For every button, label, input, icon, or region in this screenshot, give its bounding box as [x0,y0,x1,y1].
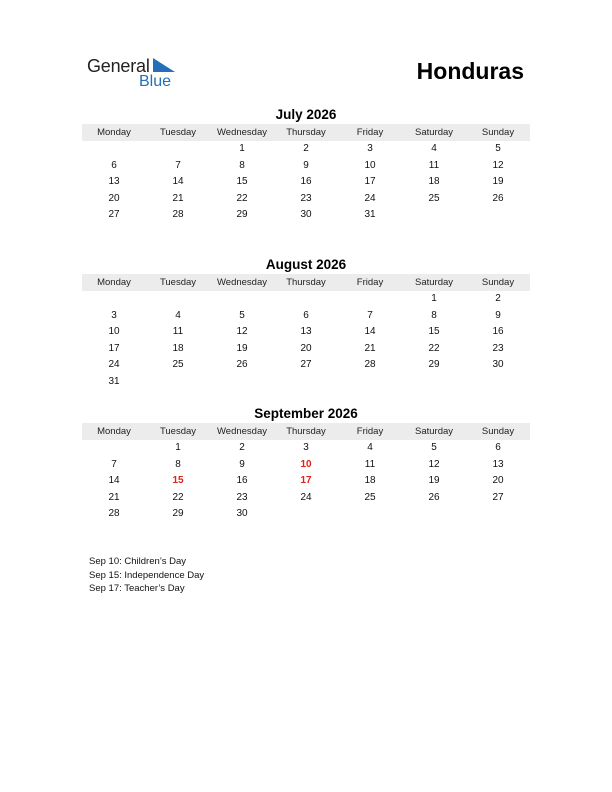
day-cell: 25 [364,491,376,503]
week-row [82,357,530,374]
empty-day-cell [402,207,466,224]
day-cell: 27 [300,359,312,371]
weekday-header: Wednesday [217,127,267,138]
day-cell: 30 [300,209,312,221]
weekday-header: Wednesday [217,277,267,288]
week-row [82,207,530,224]
week-row [82,440,530,457]
weekday-header: Saturday [414,277,454,288]
day-cell: 25 [428,192,440,204]
day-cell: 14 [364,326,376,338]
weekday-header: Tuesday [159,127,197,138]
day-cell: 12 [236,326,248,338]
day-cell: 23 [492,342,504,354]
week-row [82,324,530,341]
day-cell: 29 [428,359,440,371]
month-august [82,256,530,391]
day-cell: 22 [172,491,184,503]
holiday-item: Sep 17: Teacher’s Day [89,583,185,594]
day-cell: 10 [364,159,376,171]
weekday-header: Saturday [414,426,454,437]
day-cell: 3 [367,143,373,154]
weekday-header-row [82,423,530,440]
weekday-header: Saturday [414,127,454,138]
empty-day-cell [146,141,210,158]
day-cell: 18 [428,176,440,188]
day-cell: 5 [431,442,437,453]
day-cell: 27 [492,491,504,503]
weekday-header: Wednesday [217,426,267,437]
weekday-header: Sunday [481,127,515,138]
country-title: Honduras [416,58,524,84]
day-cell: 19 [492,176,504,188]
day-cell: 20 [108,192,120,204]
day-cell: 4 [175,309,181,321]
day-cell: 24 [300,491,312,503]
empty-day-cell [82,291,146,308]
day-cell: 17 [108,342,120,354]
empty-day-cell [338,506,402,523]
day-cell: 22 [236,192,248,204]
month-title: September 2026 [254,406,358,421]
day-cell: 11 [172,326,184,338]
day-cell: 1 [175,442,181,453]
day-cell: 8 [431,309,437,321]
day-cell: 28 [364,359,376,371]
day-cell: 2 [495,293,501,304]
day-cell: 23 [236,491,248,503]
weekday-header: Friday [356,127,384,138]
day-cell: 1 [239,143,245,154]
day-cell: 14 [172,176,184,188]
weekday-header: Sunday [481,277,515,288]
day-cell: 18 [364,475,376,487]
weekday-header: Thursday [286,277,326,288]
empty-day-cell [466,506,530,523]
week-row [82,341,530,358]
day-cell: 27 [108,209,120,221]
day-cell: 12 [492,159,504,171]
weekday-header: Friday [356,277,384,288]
day-cell: 15 [428,326,440,338]
week-row [82,191,530,208]
day-cell: 13 [108,176,120,188]
day-cell: 26 [492,192,504,204]
day-cell: 10 [108,326,120,338]
day-cell: 28 [172,209,184,221]
empty-day-cell [402,374,466,391]
day-cell: 4 [367,442,373,453]
holiday-item: Sep 15: Independence Day [89,569,205,581]
empty-day-cell [82,440,146,457]
day-cell: 7 [367,309,373,321]
week-row [82,506,530,523]
logo-flag-icon [151,58,175,72]
week-row [82,141,530,158]
day-cell: 11 [364,458,376,470]
day-cell: 5 [239,309,245,321]
empty-day-cell [146,374,210,391]
day-cell: 16 [300,176,312,188]
weekday-header: Thursday [286,127,326,138]
day-cell: 2 [239,442,245,453]
day-cell: 9 [239,458,245,470]
day-cell: 13 [492,458,504,470]
day-cell: 26 [236,359,248,371]
weekday-header: Monday [97,277,131,288]
day-cell: 9 [495,309,501,321]
weekday-header: Monday [97,127,131,138]
day-cell: 3 [111,309,117,321]
logo-word-general: General [87,56,150,76]
month-july [82,106,530,224]
empty-day-cell [210,374,274,391]
day-cell: 9 [303,159,309,171]
day-cell: 29 [236,209,248,221]
empty-day-cell [402,506,466,523]
month-september [82,405,530,523]
week-row [82,473,530,490]
day-cell: 21 [172,192,184,204]
day-cell: 31 [108,375,120,387]
day-cell: 7 [175,159,181,171]
weekday-header: Tuesday [159,277,197,288]
day-cell: 19 [428,475,440,487]
week-row [82,457,530,474]
day-cell: 24 [108,359,120,371]
week-row [82,291,530,308]
day-cell: 21 [364,342,376,354]
day-cell: 2 [303,143,309,154]
day-cell: 22 [428,342,440,354]
month-title: August 2026 [265,257,347,272]
weekday-header-row [82,124,530,141]
holiday-item: Sep 10: Children’s Day [89,556,186,567]
week-row [82,158,530,175]
empty-day-cell [338,374,402,391]
weekday-header: Tuesday [159,426,197,437]
week-row [82,490,530,507]
day-cell: 8 [239,159,245,171]
holiday-day-cell: 10 [300,458,312,470]
day-cell: 19 [236,342,248,354]
day-cell: 24 [364,192,376,204]
day-cell: 16 [492,326,504,338]
day-cell: 25 [172,359,184,371]
day-cell: 5 [495,143,501,154]
weekday-header: Friday [356,426,384,437]
day-cell: 6 [495,442,501,453]
day-cell: 30 [236,508,248,520]
day-cell: 18 [172,342,184,354]
empty-day-cell [338,291,402,308]
day-cell: 29 [172,508,184,520]
logo-word-blue: Blue [139,73,172,90]
weekday-header: Sunday [481,426,515,437]
holiday-day-cell: 15 [172,475,184,487]
day-cell: 17 [364,176,376,188]
weekday-header: Monday [97,426,131,437]
day-cell: 16 [236,475,248,487]
holiday-day-cell: 17 [300,475,312,487]
day-cell: 3 [303,442,309,453]
empty-day-cell [466,207,530,224]
day-cell: 14 [108,475,120,487]
day-cell: 8 [175,458,181,470]
day-cell: 6 [303,309,309,321]
day-cell: 20 [300,342,312,354]
day-cell: 12 [428,458,440,470]
holiday-list [89,555,204,596]
day-cell: 6 [111,159,117,171]
day-cell: 15 [236,176,248,188]
week-row [82,374,530,391]
day-cell: 30 [492,359,504,371]
empty-day-cell [274,506,338,523]
logo [87,56,187,92]
day-cell: 21 [108,491,120,503]
day-cell: 28 [108,508,120,520]
day-cell: 26 [428,491,440,503]
day-cell: 20 [492,475,504,487]
day-cell: 4 [431,143,437,154]
day-cell: 31 [364,209,376,221]
day-cell: 1 [431,293,437,304]
empty-day-cell [274,291,338,308]
week-row [82,308,530,325]
week-row [82,174,530,191]
empty-day-cell [210,291,274,308]
weekday-header: Thursday [286,426,326,437]
weekday-header-row [82,274,530,291]
day-cell: 13 [300,326,312,338]
empty-day-cell [82,141,146,158]
empty-day-cell [466,374,530,391]
day-cell: 7 [111,458,117,470]
empty-day-cell [146,291,210,308]
empty-day-cell [274,374,338,391]
day-cell: 11 [428,159,440,171]
day-cell: 23 [300,192,312,204]
month-title: July 2026 [275,107,337,122]
